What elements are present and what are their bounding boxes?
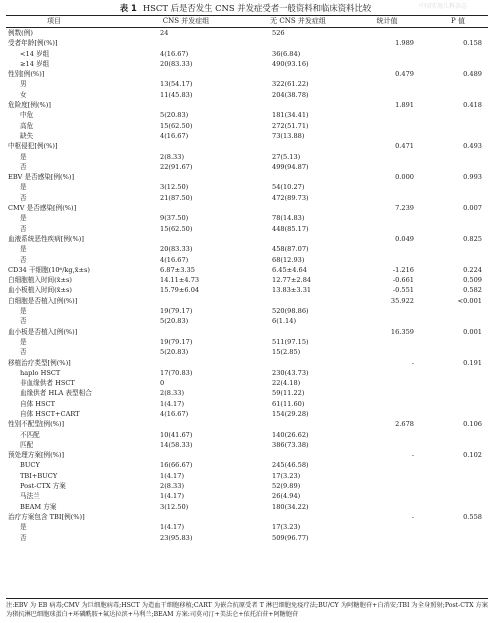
- p-value: 0.007: [463, 204, 482, 213]
- no-cns-group-value: 68(12.93): [272, 255, 305, 264]
- row-label: 是: [20, 214, 27, 223]
- row-label: 非血缘供者 HSCT: [20, 379, 75, 388]
- table-row: [0, 152, 491, 162]
- table-row: [0, 368, 491, 378]
- no-cns-group-value: 472(89.73): [272, 193, 309, 202]
- no-cns-group-value: 22(4.18): [272, 379, 301, 388]
- statistic-value: -0.551: [392, 286, 414, 295]
- row-label: 白细胞是否植入[例(%)]: [8, 296, 78, 305]
- row-label: 否: [20, 348, 27, 357]
- table-row: [0, 49, 491, 59]
- no-cns-group-value: 386(73.38): [272, 440, 309, 449]
- cns-group-value: 14(58.33): [160, 440, 193, 449]
- table-footnote: 注:EBV 为 EB 病毒;CMV 为巨细胞病毒;HSCT 为造血干细胞移植;CART 为嵌合抗原受者 T 淋巴细胞免疫疗法;BU/CY 为阿糖胞苷+白消安;TBI 为全身照射;Post-CTX 方案为猪抗淋巴细胞球蛋白+环磷酰胺+氟达拉滨+马利兰;BEAM 方案:司莫司汀+美法仑+依托泊苷+阿糖胞苷: [6, 602, 488, 619]
- statistic-value: 0.479: [395, 70, 414, 79]
- no-cns-group-value: 230(43.73): [272, 368, 309, 377]
- row-label: TBI+BUCY: [20, 471, 58, 480]
- cns-group-value: 21(87.50): [160, 193, 193, 202]
- row-label: 不匹配: [20, 430, 40, 439]
- p-value: 0.158: [463, 39, 482, 48]
- no-cns-group-value: 26(4.94): [272, 492, 301, 501]
- table-row: [0, 38, 491, 48]
- no-cns-group-value: 17(3.23): [272, 523, 301, 532]
- cns-group-value: 15.79±6.04: [160, 286, 200, 295]
- cns-group-value: 14.11±4.73: [160, 276, 200, 285]
- row-label: 受者年龄[例(%)]: [8, 39, 58, 48]
- no-cns-group-value: 6.45±4.64: [272, 265, 307, 274]
- cns-group-value: 9(37.50): [160, 214, 189, 223]
- statistic-value: 35.922: [390, 296, 414, 305]
- table-row: [0, 224, 491, 234]
- cns-group-value: 5(20.83): [160, 111, 189, 120]
- statistic-value: -: [411, 451, 414, 460]
- header-item: 项目: [47, 17, 61, 25]
- no-cns-group-value: 511(97.15): [272, 337, 309, 346]
- cns-group-value: 6.87±3.35: [160, 265, 195, 274]
- no-cns-group-value: 59(11.22): [272, 389, 305, 398]
- no-cns-group-value: 13.83±3.31: [272, 286, 312, 295]
- row-label: 性别[例(%)]: [8, 70, 45, 79]
- no-cns-group-value: 245(46.58): [272, 461, 309, 470]
- no-cns-group-value: 448(85.17): [272, 224, 309, 233]
- row-label: 白细胞植入时间(x̄±s): [8, 276, 72, 285]
- cns-group-value: 13(54.17): [160, 80, 193, 89]
- p-value: <0.001: [457, 296, 482, 305]
- cns-group-value: 24: [160, 29, 169, 37]
- table-row: [0, 285, 491, 295]
- row-label: 性别不配型[例(%)]: [8, 420, 65, 429]
- no-cns-group-value: 490(93.16): [272, 59, 309, 68]
- row-label: EBV 是否感染[例(%)]: [8, 173, 75, 182]
- no-cns-group-value: 27(5.13): [272, 152, 301, 161]
- cns-group-value: 5(20.83): [160, 348, 189, 357]
- no-cns-group-value: 204(38.78): [272, 90, 309, 99]
- row-label: 女: [20, 90, 27, 99]
- table-row: [0, 234, 491, 244]
- row-label: 是: [20, 337, 27, 346]
- table-row: [0, 491, 491, 501]
- table-row: [0, 265, 491, 275]
- statistic-value: 0.471: [395, 142, 414, 151]
- p-value: 0.509: [463, 276, 482, 285]
- no-cns-group-value: 54(10.27): [272, 183, 305, 192]
- p-value: 0.102: [463, 451, 482, 460]
- row-label: haplo HSCT: [20, 368, 61, 377]
- cns-group-value: 11(45.83): [160, 90, 193, 99]
- cns-group-value: 19(79.17): [160, 337, 193, 346]
- row-label: 治疗方案包含 TBI[例(%)]: [8, 512, 85, 521]
- table-row: [0, 141, 491, 151]
- header-cns-group: CNS 并发症组: [162, 17, 210, 25]
- table-row: [0, 244, 491, 254]
- table-title-text: HSCT 后是否发生 CNS 并发症受者一般资料和临床资料比较: [142, 3, 372, 13]
- table-row: [0, 337, 491, 347]
- cns-group-value: 4(16.67): [160, 409, 189, 418]
- no-cns-group-value: 509(96.77): [272, 533, 309, 542]
- table-row: [0, 533, 491, 543]
- cns-group-value: 1(4.17): [160, 523, 185, 532]
- row-label: 否: [20, 193, 27, 202]
- no-cns-group-value: 52(9.89): [272, 482, 301, 491]
- table-row: [0, 522, 491, 532]
- row-label: 缺失: [20, 131, 34, 140]
- statistic-value: -1.216: [392, 265, 414, 274]
- row-label: 移植治疗类型[例(%)]: [8, 358, 71, 367]
- cns-group-value: 4(16.67): [160, 49, 189, 58]
- row-label: CD34 干细胞(10⁶/kg,x̄±s): [8, 265, 90, 274]
- p-value: 0.224: [463, 265, 482, 274]
- table-row: [0, 110, 491, 120]
- row-label: 否: [20, 224, 27, 233]
- row-label: ≥14 岁组: [20, 59, 50, 68]
- table-row: [0, 121, 491, 131]
- row-label: BEAM 方案: [20, 502, 57, 511]
- row-label: 匹配: [20, 440, 34, 449]
- table-row: [0, 162, 491, 172]
- row-label: 是: [20, 523, 27, 532]
- cns-group-value: 16(66.67): [160, 461, 193, 470]
- no-cns-group-value: 78(14.83): [272, 214, 305, 223]
- table-row: [0, 203, 491, 213]
- cns-group-value: 20(83.33): [160, 245, 193, 254]
- no-cns-group-value: 73(13.88): [272, 131, 305, 140]
- p-value: 0.825: [463, 234, 482, 243]
- row-label: 血小板植入时间(x̄±s): [8, 286, 72, 295]
- cns-group-value: 4(16.67): [160, 255, 189, 264]
- table-row: [0, 296, 491, 306]
- row-label: 危险度[例(%)]: [8, 101, 51, 110]
- row-label: 是: [20, 183, 27, 192]
- table-title: [0, 3, 491, 14]
- row-label: CMV 是否感染[例(%)]: [8, 204, 77, 213]
- statistic-value: -0.661: [392, 276, 414, 285]
- p-value: 0.106: [463, 420, 482, 429]
- table-row: [0, 69, 491, 79]
- p-value: 0.489: [463, 70, 482, 79]
- table-row: [0, 100, 491, 110]
- row-label: BUCY: [20, 461, 40, 470]
- no-cns-group-value: 520(98.86): [272, 307, 309, 316]
- p-value: 0.001: [463, 327, 482, 336]
- row-label: 血缘供者 HLA 表型相合: [20, 389, 92, 398]
- cns-group-value: 2(8.33): [160, 482, 185, 491]
- cns-group-value: 23(95.83): [160, 533, 193, 542]
- table-row: [0, 378, 491, 388]
- cns-group-value: 0: [160, 379, 165, 388]
- cns-group-value: 15(62.50): [160, 121, 193, 130]
- row-label: 高危: [20, 121, 34, 130]
- cns-group-value: 1(4.17): [160, 492, 185, 501]
- row-label: 中危: [20, 111, 34, 120]
- row-label: 自体 HSCT+CART: [20, 409, 80, 418]
- row-label: 否: [20, 317, 27, 326]
- table-row: [0, 131, 491, 141]
- p-value: 0.558: [463, 512, 482, 521]
- row-label: 否: [20, 255, 27, 264]
- table-row: [0, 327, 491, 337]
- table-row: [0, 440, 491, 450]
- cns-group-value: 3(12.50): [160, 502, 189, 511]
- table-row: [0, 59, 491, 69]
- statistic-value: 0.049: [395, 234, 414, 243]
- statistic-value: 7.239: [395, 204, 414, 213]
- watermark: 中国实用儿科杂志: [419, 3, 468, 10]
- no-cns-group-value: 154(29.28): [272, 409, 309, 418]
- p-value: 0.493: [463, 142, 482, 151]
- table-row: [0, 502, 491, 512]
- statistic-value: 2.678: [395, 420, 414, 429]
- table-row: [0, 460, 491, 470]
- no-cns-group-value: 36(6.84): [272, 49, 301, 58]
- cns-group-value: 1(4.17): [160, 471, 185, 480]
- table-row: [0, 275, 491, 285]
- no-cns-group-value: 17(3.23): [272, 471, 301, 480]
- no-cns-group-value: 526: [272, 29, 285, 37]
- table-row: [0, 430, 491, 440]
- row-label: Post-CTX 方案: [20, 482, 66, 491]
- table-body: [0, 28, 491, 543]
- table-row: [0, 481, 491, 491]
- no-cns-group-value: 458(87.07): [272, 245, 309, 254]
- no-cns-group-value: 322(61.22): [272, 80, 309, 89]
- row-label: 马法兰: [20, 492, 40, 501]
- p-value: 0.191: [463, 358, 482, 367]
- row-label: <14 岁组: [20, 49, 50, 58]
- table-row: [0, 409, 491, 419]
- cns-group-value: 3(12.50): [160, 183, 189, 192]
- table-row: [0, 255, 491, 265]
- table-row: [0, 79, 491, 89]
- table-row: [0, 419, 491, 429]
- row-label: 血液系统恶性疾病[例(%)]: [8, 234, 84, 243]
- row-label: 是: [20, 152, 27, 161]
- row-label: 例数(例): [8, 29, 33, 37]
- statistic-value: 1.891: [395, 101, 414, 110]
- cns-group-value: 10(41.67): [160, 430, 193, 439]
- no-cns-group-value: 6(1.14): [272, 317, 297, 326]
- row-label: 血小板是否植入[例(%)]: [8, 327, 78, 336]
- cns-group-value: 15(62.50): [160, 224, 193, 233]
- no-cns-group-value: 12.77±2.84: [272, 276, 312, 285]
- p-value: 0.418: [463, 101, 482, 110]
- cns-group-value: 22(91.67): [160, 162, 193, 171]
- header-no-cns-group: 无 CNS 并发症组: [270, 17, 326, 25]
- row-label: 是: [20, 245, 27, 254]
- table-row: [0, 316, 491, 326]
- table-row: [0, 347, 491, 357]
- table-row: [0, 90, 491, 100]
- no-cns-group-value: 15(2.85): [272, 348, 301, 357]
- statistic-value: -: [411, 512, 414, 521]
- table-row: [0, 358, 491, 368]
- no-cns-group-value: 499(94.87): [272, 162, 309, 171]
- p-value: 0.993: [463, 173, 482, 182]
- cns-group-value: 2(8.33): [160, 389, 185, 398]
- table-number: 表 1: [119, 3, 137, 13]
- cns-group-value: 5(20.83): [160, 317, 189, 326]
- table-row: [0, 512, 491, 522]
- table-row: [0, 399, 491, 409]
- statistic-value: -: [411, 358, 414, 367]
- row-label: 否: [20, 162, 27, 171]
- table-row: [0, 306, 491, 316]
- table-row: [0, 182, 491, 192]
- p-value: 0.582: [463, 286, 482, 295]
- table-row: [0, 388, 491, 398]
- row-label: 预处理方案[例(%)]: [8, 451, 65, 460]
- cns-group-value: 20(83.33): [160, 59, 193, 68]
- table-row: [0, 213, 491, 223]
- no-cns-group-value: 61(11.60): [272, 399, 305, 408]
- statistic-value: 0.000: [395, 173, 414, 182]
- header-p-value: P 值: [451, 17, 465, 25]
- table-row: [0, 193, 491, 203]
- row-label: 否: [20, 533, 27, 542]
- no-cns-group-value: 272(51.71): [272, 121, 309, 130]
- cns-group-value: 17(70.83): [160, 368, 193, 377]
- statistic-value: 1.989: [395, 39, 414, 48]
- table-row: [0, 450, 491, 460]
- no-cns-group-value: 181(34.41): [272, 111, 309, 120]
- table-row: [0, 28, 491, 38]
- cns-group-value: 4(16.67): [160, 131, 189, 140]
- no-cns-group-value: 140(26.62): [272, 430, 309, 439]
- cns-group-value: 1(4.17): [160, 399, 185, 408]
- row-label: 是: [20, 307, 27, 316]
- row-label: 自体 HSCT: [20, 399, 55, 408]
- table-row: [0, 172, 491, 182]
- row-label: 中枢侵犯[例(%)]: [8, 142, 58, 151]
- cns-group-value: 19(79.17): [160, 307, 193, 316]
- statistic-value: 16.359: [390, 327, 414, 336]
- table-row: [0, 471, 491, 481]
- no-cns-group-value: 180(34.22): [272, 502, 309, 511]
- cns-group-value: 2(8.33): [160, 152, 185, 161]
- bottom-rule: [6, 598, 488, 599]
- row-label: 男: [20, 80, 27, 89]
- header-statistic: 统计值: [376, 17, 398, 25]
